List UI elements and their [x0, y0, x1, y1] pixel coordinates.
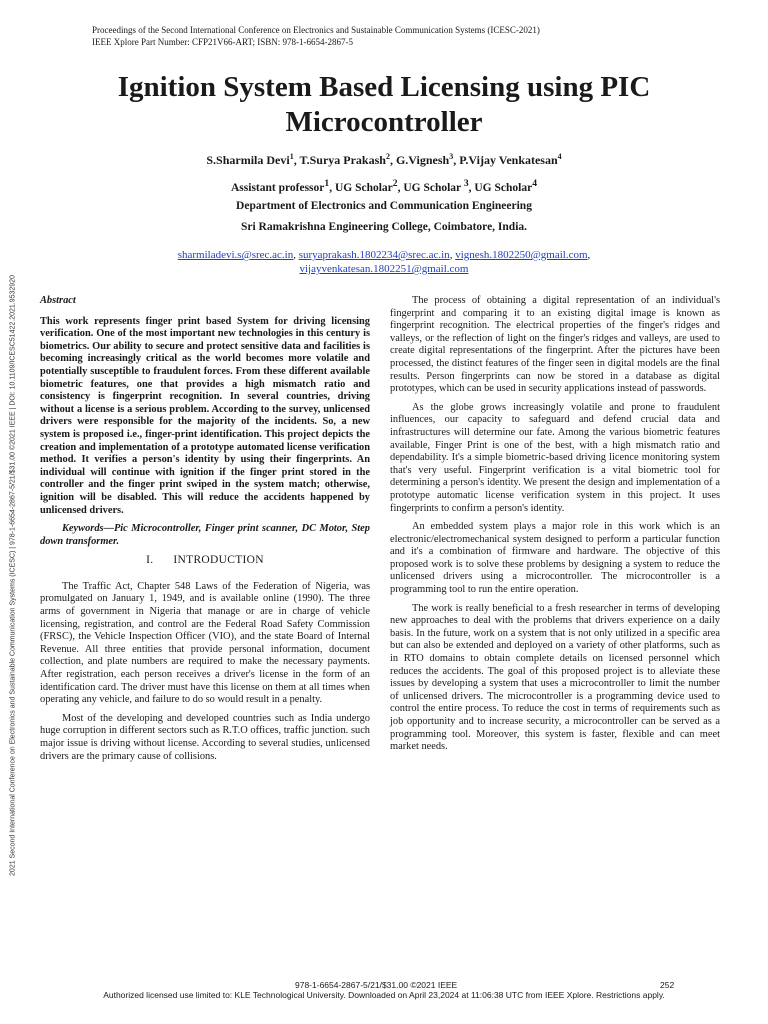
- email-link-1[interactable]: sharmiladevi.s@srec.ac.in: [177, 249, 294, 261]
- keywords: Keywords—Pic Microcontroller, Finger print scanner, DC Motor, Step down transformer.: [40, 523, 370, 547]
- department: Department of Electronics and Communication Engineering: [236, 200, 532, 212]
- role: UG Scholar: [334, 181, 393, 194]
- email-link-3[interactable]: vignesh.1802250@gmail.com: [455, 249, 588, 261]
- role-sup: 3: [463, 178, 469, 189]
- side-doi-text: 2021 Second International Conference on Electronics and Sustainable Communication Systems (ICESC) | 978-1-6654-2867-5/21/$31.00 ©2021 IEEE | DOI: 10.1109/ICESC51422.2021.9532920: [9, 275, 17, 876]
- author-name: T.Surya Prakash: [299, 153, 386, 167]
- proceedings-line: Proceedings of the Second International Conference on Electronics and Sustainable Communication Systems (ICESC-2021): [92, 25, 540, 35]
- side-doi-strip: [4, 198, 22, 958]
- role: UG Scholar: [474, 181, 533, 194]
- role-sup: 2: [392, 178, 398, 189]
- right-column: [390, 295, 720, 760]
- body-paragraph: The process of obtaining a digital representation of an individual's fingerprint and comparing it to an existing digital image is known as fingerprint recognition. The electrical properties of the finger's ridges and valleys, or the reflection of light on the finger's ridges and valleys, are used to create digital representations of the fingerprint. After the pictures have been processed, the distinct features of the finger seen in digital models are the final results. Person fingerprints can now be stored in a database as digital prototypes, which can be used in security applications instead of passwords.: [390, 295, 720, 395]
- intro-paragraph: The Traffic Act, Chapter 548 Laws of the Federation of Nigeria, was promulgated on January 1, 1949, and is available online (1990). The three arms of government in Nigeria that manage or are in charge of vehicle licensing, registration, and control are the Federal Road Safety Commission (FRSC), the Vehicle Inspection Officer (VIO), and the state Board of Internal Revenue. All three entities that provide personal information, document collection, and plate numbers are required to make the necessary payments. After registration, each person receives a driver's license in the form of an identification card. The driver must have this license on them at all times when operating any vehicle, and failure to do so would result in a penalty.: [40, 580, 370, 706]
- email-list: sharmiladevi.s@srec.ac.in, suryaprakash.1802234@srec.ac.in, vignesh.1802250@gmail.com, vijayvenkatesan.1802251@gmail.com: [177, 249, 591, 275]
- body-paragraph: An embedded system plays a major role in this work which is an electronic/electromechanical system designed to perform a particular function and it's a combination of firmware and hardware. The objective of this proposed work is to solve these problems by designing a system to reduce the unlicensed drivers using a microcontroller. The microcontroller is a programming tool to run the entire operation.: [390, 521, 720, 596]
- author-name: S.Sharmila Devi: [206, 153, 290, 167]
- author-sup: 1: [289, 152, 294, 161]
- page-number: 252: [660, 980, 675, 990]
- author-sup: 3: [449, 152, 454, 161]
- abstract-text: This work represents finger print based System for driving licensing verification. One of the most important new technologies in this century is biometrics. Our ability to secure and protect sensitive data and facilities is becoming increasingly critical as the world becomes more volatile and potentially susceptible to fraudulent forces. From these different available biometric features, one that provides a high mismatch ratio and consistency is fingerprint recognition. In several countries, driving without a license is a serious problem. According to the survey, unlicensed drivers were responsible for the majority of the incidents. So, a new system is proposed i.e., finger-print identification. This project depicts the creation and implementation of a prototype automated license verification method. It verifies a person's identity by using their fingerprints. An individual will continue with ignition if the finger print stored in the controller and the finger print swiped in the system match; otherwise, ignition will be disabled. This will reduce the accidents happened by unlicensed drivers.: [40, 315, 370, 516]
- left-column: [40, 295, 370, 769]
- author-sup: 2: [385, 152, 390, 161]
- role-sup: 1: [324, 178, 330, 189]
- paper-title: [60, 70, 708, 140]
- author-list: S.Sharmila Devi$^1$, T.Surya Prakash$^2$, G.Vignesh$^3$, P.Vijay Venkatesan$^4$: [206, 152, 562, 167]
- role: Assistant professor: [231, 181, 325, 194]
- title-line-2: Microcontroller: [285, 106, 483, 138]
- footer-isbn: 978-1-6654-2867-5/21/$31.00 ©2021 IEEE: [295, 980, 458, 990]
- author-name: G.Vignesh: [395, 153, 450, 167]
- section-heading: [40, 554, 370, 567]
- email-link-4[interactable]: vijayvenkatesan.1802251@gmail.com: [299, 263, 469, 275]
- author-sup: 4: [557, 152, 562, 161]
- body-paragraph: As the globe grows increasingly volatile and prone to fraudulent influences, our capacity to safeguard and defend crucial data and infrastructures will determine our fate. Among the various biometric features available, Finger Print is one of the best, with a high mismatch ratio and dependability. It's a simple biometric-based driving licence monitoring system that's very useful. Fingerprint verification is a vital biometric tool for determining a person's identity. We present the design and implementation of a prototype automatic license verification system in this project. It uses fingerprints to confirm a person's identity.: [390, 401, 720, 514]
- section-number: I.: [146, 554, 154, 567]
- title-line-1: Ignition System Based Licensing using PIC: [117, 71, 651, 103]
- proceedings-header: [92, 24, 540, 48]
- license-notice: Authorized licensed use limited to: KLE Technological University. Downloaded on April 23,2024 at 11:06:38 UTC from IEEE Xplore. Restrictions apply.: [103, 990, 665, 1000]
- author-roles: Assistant professor$^1$, UG Scholar$^2$, UG Scholar $^3$, UG Scholar$^4$: [231, 178, 537, 194]
- body-paragraph: The work is really beneficial to a fresh researcher in terms of developing new approaches to deal with the problems that drivers experience on a daily basis. In the future, work on a system that is not only utilized in a specific area but can also be extended and deployed on a variety of other platforms, such as in RTO domains to obtain complete details on licensed personnel which reduces the accidents. The goal of this proposed project is to alleviate these issues by developing a system that uses a microcontroller to limit the number of unlicensed drivers. The microcontroller is a programming device used to control the entire process. To reduce the cost in terms of requirements such as job opportunity and to increase security, a microcontroller can be served as a programming tool. Moreover, this system is faster, flexible and can meet market needs.: [390, 602, 720, 753]
- intro-paragraph: Most of the developing and developed countries such as India undergo huge corruption in different sectors such as R.T.O offices, traffic junction. such major issue is driving without license. According to several studies, unlicensed drivers are the primary cause of collisions.: [40, 712, 370, 762]
- role-sup: 4: [532, 178, 537, 189]
- section-title: INTRODUCTION: [173, 554, 264, 567]
- abstract-heading: Abstract: [40, 295, 76, 306]
- part-number-line: IEEE Xplore Part Number: CFP21V66-ART; ISBN: 978-1-6654-2867-5: [92, 37, 353, 47]
- email-link-2[interactable]: suryaprakash.1802234@srec.ac.in: [298, 249, 450, 261]
- college: Sri Ramakrishna Engineering College, Coimbatore, India.: [240, 221, 528, 233]
- author-name: P.Vijay Venkatesan: [459, 153, 558, 167]
- role: UG Scholar: [403, 181, 464, 194]
